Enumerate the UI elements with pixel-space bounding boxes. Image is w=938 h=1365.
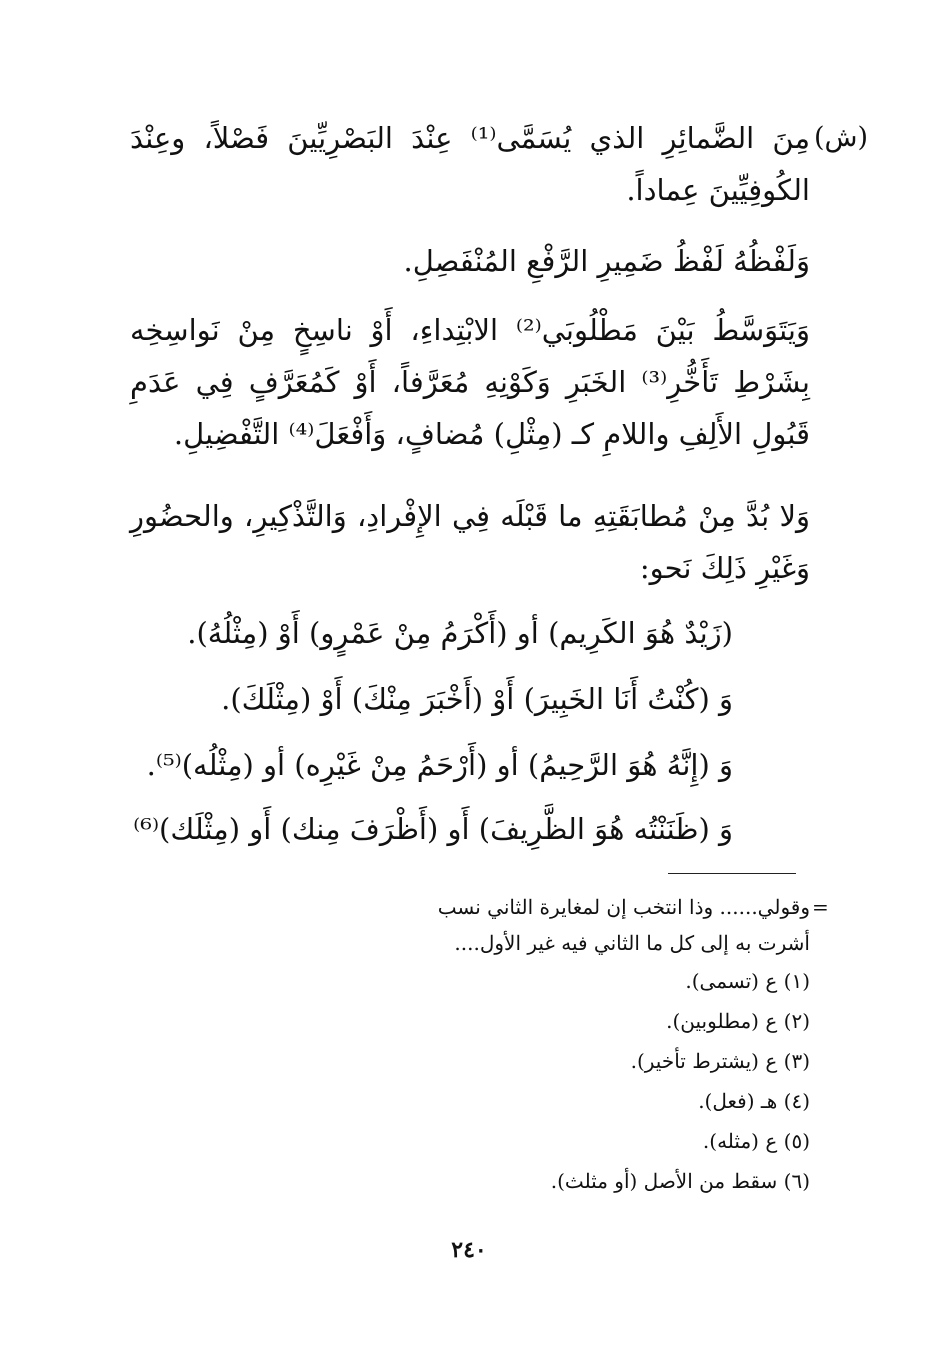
- footnote-2: (٢) ع (مطلوبين).: [666, 1009, 810, 1033]
- example-line-2: وَ (كُنْتُ أَنَا الخَبِيرَ) أَوْ (أَخْبَرَ مِنْكَ) أَوْ (مِثْلَكَ).: [221, 682, 733, 716]
- footnote-separator: [668, 873, 796, 874]
- footnote-continuation-text: أشرت به إلى كل ما الثاني فيه غير الأول....: [454, 931, 810, 955]
- paragraph-1: مِنَ الضَّمائِرِ الذي يُسَمَّى⁽¹⁾ عِنْدَ البَصْرِيِّينَ فَصْلاً، وعِنْدَ الكُوفِيِّينَ عِماداً.: [130, 121, 811, 207]
- footnote-1: (١) ع (تسمى).: [685, 969, 810, 993]
- paragraph-4: وَلا بُدَّ مِنْ مُطابَقَتِهِ ما قَبْلَه فِي الإِفْرادِ، وَالتَّذْكِيرِ، والحضُورِ وَغَيْرِ ذَلِكَ نَحو:: [130, 499, 810, 585]
- paragraph-2: وَلَفْظُهُ لَفْظُ ضَمِيرِ الرَّفْعِ المُنْفَصِلِ.: [403, 244, 810, 278]
- page-number: ٢٤٠: [451, 1237, 487, 1263]
- paragraph-3: وَيَتَوَسَّطُ بَيْنَ مَطْلُوبَي⁽²⁾ الابْتِداءِ، أَوْ ناسِخٍ مِنْ نَواسِخِه بِشَرْطِ تَأَخُّرِ⁽³⁾ الخَبَرِ وَكَوْنِهِ مُعَرَّفاً، أَوْ كَمُعَرَّفٍ فِي عَدَمِ قَبُولِ الأَلِفِ واللامِ كـ (مِثْلِ) مُضافٍ، وَأَفْعَلَ⁽⁴⁾ التَّفْضِيلِ.: [130, 313, 810, 451]
- example-line-1: (زَيْدٌ هُوَ الكَرِيم) أو (أَكْرَمُ مِنْ عَمْرٍو) أَوْ (مِثْلُهُ).: [187, 616, 733, 650]
- footnote-verse: وقولي...... وذا انتخب إن لمغايرة الثاني نسب: [437, 895, 810, 919]
- footnote-4: (٤) هـ (فعل).: [698, 1089, 810, 1113]
- example-line-3: وَ (إِنَّهُ هُوَ الرَّحِيمُ) أو (أَرْحَمُ مِنْ غَيْرِه) أو (مِثْلُه)⁽⁵⁾.: [146, 748, 733, 782]
- footnote-3: (٣) ع (يشترط تأخير).: [630, 1049, 810, 1073]
- footnote-6: (٦) سقط من الأصل (أو مثلث).: [550, 1169, 810, 1193]
- commentary-marker: (ش): [813, 122, 868, 153]
- example-line-4: وَ (ظَنَنْتُه هُوَ الظَّرِيفَ) أَو (أَظْرَفَ مِنك) أَو (مِثْلَك)⁽⁶⁾: [133, 812, 733, 846]
- footnote-continuation-mark: =: [812, 895, 829, 919]
- footnote-5: (٥) ع (مثله).: [702, 1129, 810, 1153]
